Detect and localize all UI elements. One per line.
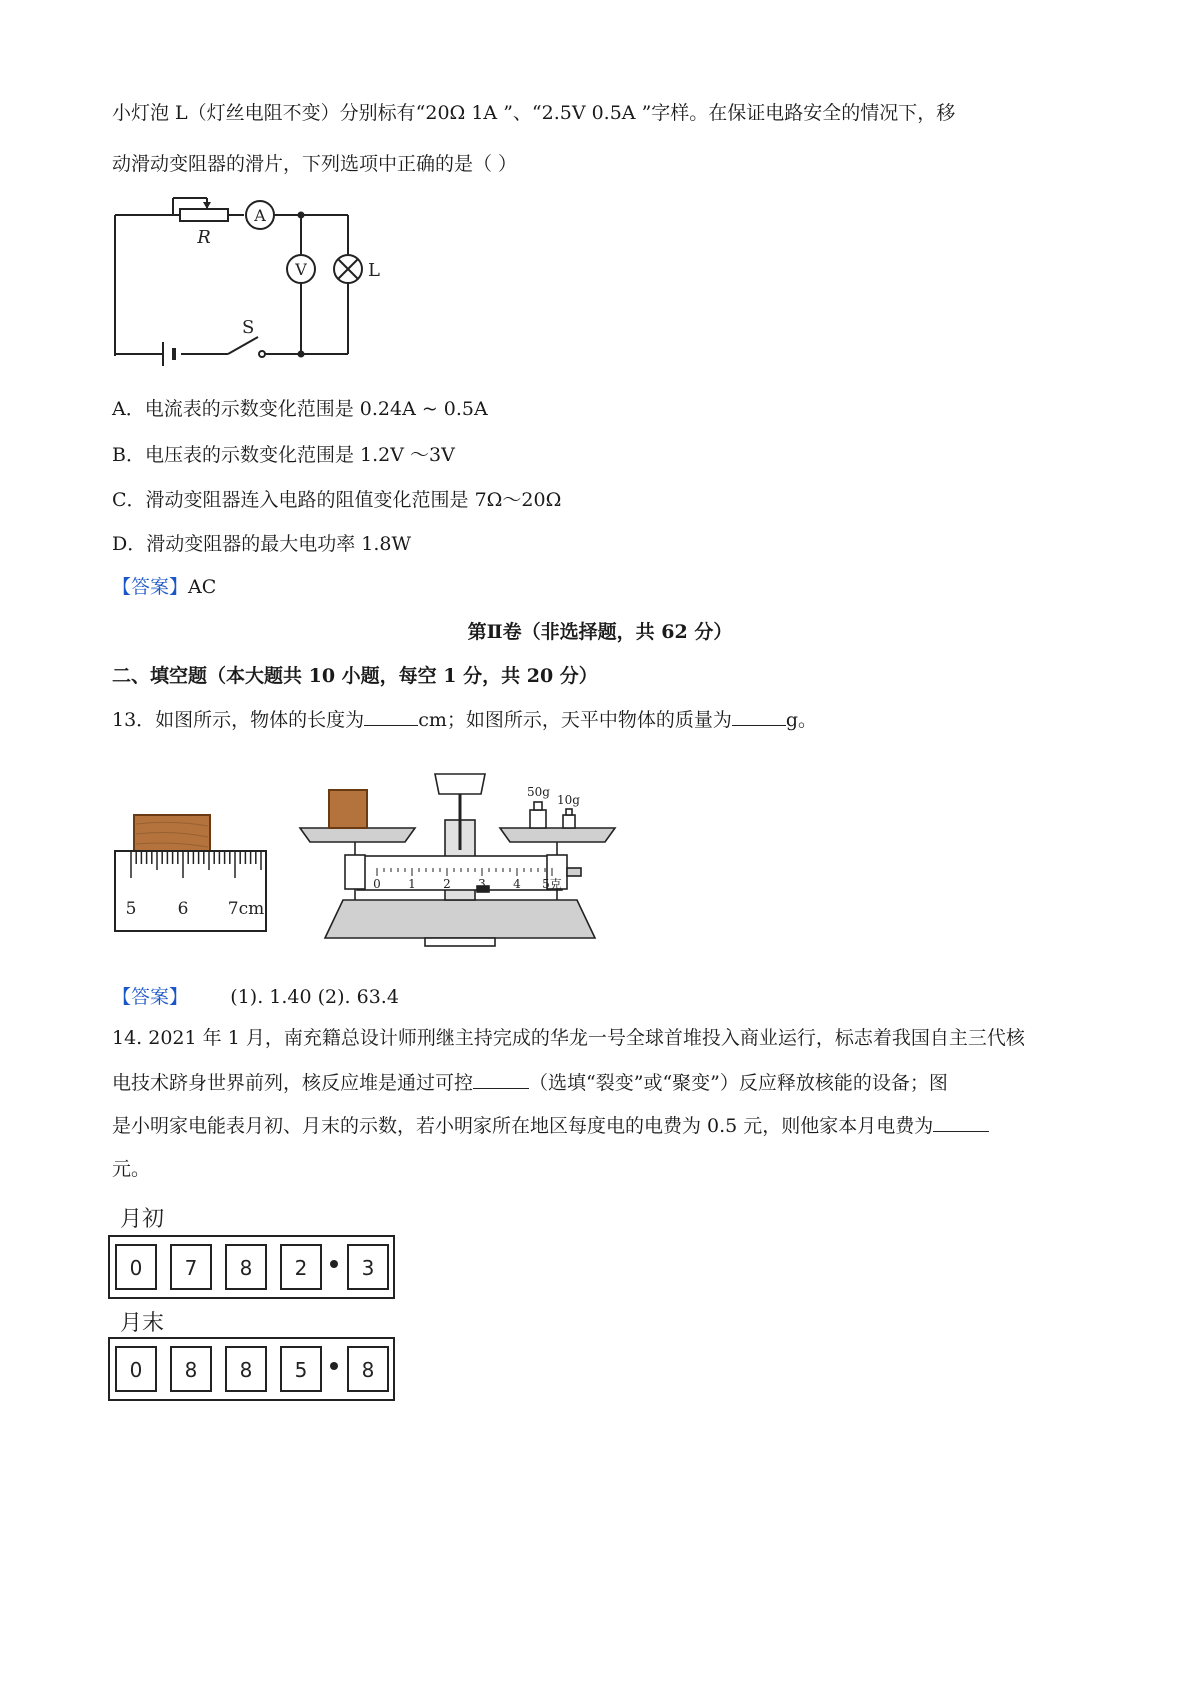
q14-stem-line1: 14. 2021 年 1 月，南充籍总设计师刑继主持完成的华龙一号全球首堆投入商业运行，标志着我国自主三代核	[112, 1027, 1025, 1049]
meter-digit: 8	[184, 1358, 198, 1382]
section-subtitle: 二、填空题（本大题共 10 小题，每空 1 分，共 20 分）	[112, 665, 598, 687]
beam-scale-label: 1	[408, 877, 416, 891]
meter-figure	[106, 1202, 406, 1412]
section-title: 第Ⅱ卷（非选择题，共 62 分）	[467, 621, 733, 643]
meter-digit: 0	[129, 1358, 143, 1382]
q12-option-d: D．滑动变阻器的最大电功率 1.8W	[112, 533, 412, 555]
meter-end-label: 月末	[120, 1311, 165, 1336]
lamp-label: L	[368, 260, 380, 281]
meter-digit: 0	[129, 1256, 143, 1280]
meter-digit: 2	[294, 1256, 308, 1280]
q14-stem-line2: 电技术跻身世界前列，核反应堆是通过可控 （选填“裂变”或“聚变”）反应释放核能的设备；图	[112, 1072, 948, 1094]
beam-scale-label: 4	[513, 877, 521, 891]
meter-digit: 7	[184, 1256, 198, 1280]
ruler-label-7: 7cm	[227, 899, 265, 919]
answer-value: (1). 1.40 (2). 63.4	[230, 986, 399, 1008]
q12-option-b: B．电压表的示数变化范围是 1.2V ～3V	[112, 444, 455, 466]
switch-label: S	[242, 317, 255, 338]
weight-10g-label: 10g	[557, 793, 580, 807]
ruler-label-6: 6	[177, 899, 189, 919]
meter-start-label: 月初	[120, 1207, 165, 1232]
q12-answer	[112, 572, 216, 602]
ammeter-label: A	[254, 206, 266, 225]
ruler-label-5: 5	[125, 899, 137, 919]
resistor-label: R	[197, 227, 211, 248]
meter-digit: 8	[239, 1256, 253, 1280]
meter-digit: 5	[294, 1358, 308, 1382]
beam-scale-label: 0	[373, 877, 381, 891]
meter-digit: 3	[361, 1256, 375, 1280]
blank	[732, 707, 786, 726]
balance-figure	[295, 760, 625, 950]
answer-value: AC	[188, 576, 217, 598]
q13-stem: 13．如图所示，物体的长度为 cm；如图所示，天平中物体的质量为 g。	[112, 709, 818, 731]
beam-scale-label: 5克	[542, 877, 562, 891]
meter-digit: 8	[361, 1358, 375, 1382]
q14-stem-line3: 是小明家电能表月初、月末的示数，若小明家所在地区每度电的电费为 0.5 元，则他家本月电费为	[112, 1111, 989, 1141]
q12-option-a: A．电流表的示数变化范围是 0.24A ~ 0.5A	[112, 398, 488, 420]
ruler-figure	[112, 810, 274, 934]
q13-answer	[112, 982, 399, 1012]
q12-stem-line2: 动滑动变阻器的滑片，下列选项中正确的是（ ）	[112, 153, 518, 175]
q12-stem-line1: 小灯泡 L（灯丝电阻不变）分别标有“20Ω 1A ”、“2.5V 0.5A ”字样。在保证电路安全的情况下，移	[112, 102, 956, 124]
answer-tag: 【答案】	[112, 576, 189, 598]
beam-scale-label: 3	[478, 877, 486, 891]
answer-tag: 【答案】	[112, 986, 189, 1008]
decimal-point	[330, 1362, 338, 1370]
blank	[473, 1070, 529, 1089]
decimal-point	[330, 1260, 338, 1268]
circuit-diagram	[108, 190, 398, 370]
blank	[364, 707, 418, 726]
meter-digit: 8	[239, 1358, 253, 1382]
weight-50g-label: 50g	[527, 785, 550, 799]
blank	[933, 1113, 989, 1132]
q14-stem-line4: 元。	[112, 1158, 151, 1180]
voltmeter-label: V	[295, 260, 307, 279]
q12-option-c: C．滑动变阻器连入电路的阻值变化范围是 7Ω～20Ω	[112, 489, 562, 511]
beam-scale-label: 2	[443, 877, 451, 891]
